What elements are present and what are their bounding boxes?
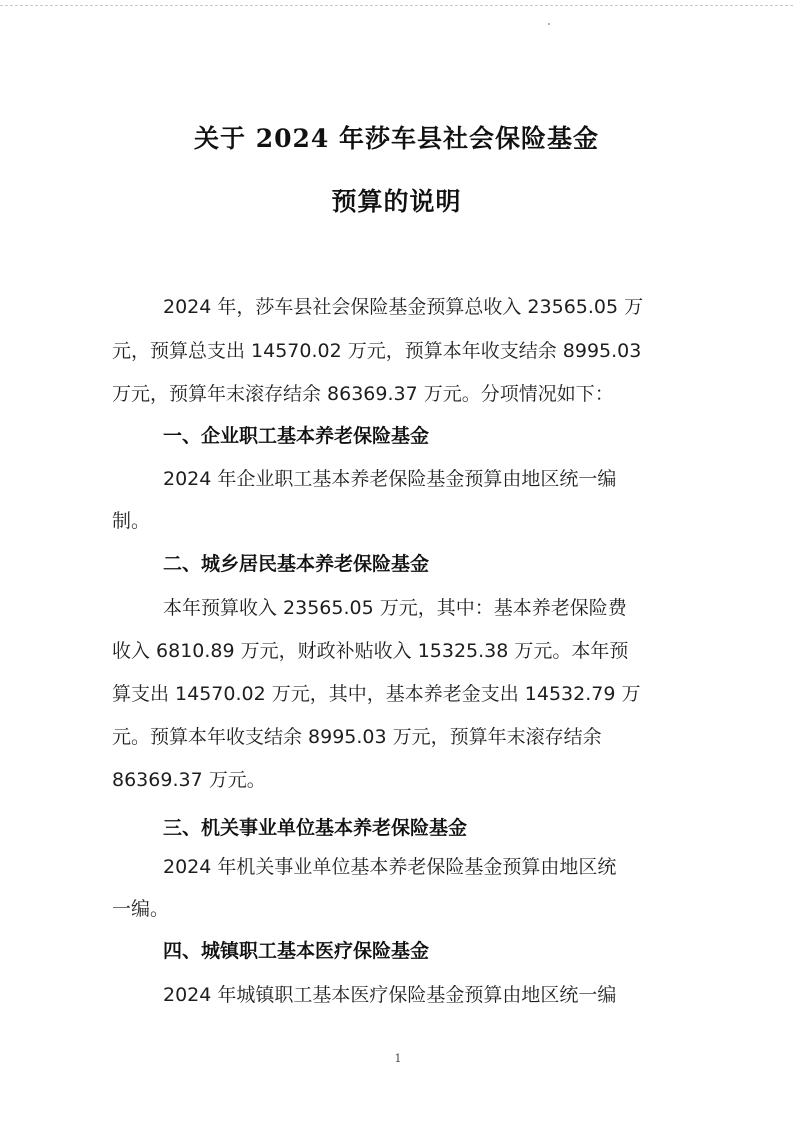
section-heading-1: 一、企业职工基本养老保险基金 bbox=[163, 425, 430, 447]
intro-line-3: 万元，预算年末滚存结余 86369.37 万元。分项情况如下： bbox=[112, 383, 614, 405]
section-heading-4: 四、城镇职工基本医疗保险基金 bbox=[163, 940, 430, 962]
section-3-line-2: 一编。 bbox=[112, 898, 170, 920]
section-3-line-1: 2024 年机关事业单位基本养老保险基金预算由地区统 bbox=[163, 856, 617, 878]
scan-edge-line bbox=[0, 5, 793, 6]
section-1-line-1: 2024 年企业职工基本养老保险基金预算由地区统一编 bbox=[163, 468, 617, 490]
section-2-line-2: 收入 6810.89 万元，财政补贴收入 15325.38 万元。本年预 bbox=[112, 640, 629, 662]
document-title-line-2: 预算的说明 bbox=[331, 187, 462, 216]
section-2-line-3: 算支出 14570.02 万元，其中，基本养老金支出 14532.79 万 bbox=[112, 683, 641, 705]
section-heading-3: 三、机关事业单位基本养老保险基金 bbox=[163, 817, 468, 839]
document-title-line-1: 关于 2024 年莎车县社会保险基金 bbox=[194, 124, 599, 153]
scan-speck bbox=[548, 23, 550, 25]
section-heading-2: 二、城乡居民基本养老保险基金 bbox=[163, 553, 430, 575]
intro-line-1: 2024 年，莎车县社会保险基金预算总收入 23565.05 万 bbox=[163, 296, 644, 318]
section-1-line-2: 制。 bbox=[112, 510, 151, 532]
section-2-line-4: 元。预算本年收支结余 8995.03 万元，预算年末滚存结余 bbox=[112, 726, 602, 748]
section-4-line-1: 2024 年城镇职工基本医疗保险基金预算由地区统一编 bbox=[163, 984, 617, 1006]
section-2-line-1: 本年预算收入 23565.05 万元，其中：基本养老保险费 bbox=[163, 597, 627, 619]
page-number: 1 bbox=[394, 1052, 402, 1065]
intro-line-2: 元，预算总支出 14570.02 万元，预算本年收支结余 8995.03 bbox=[112, 340, 642, 362]
section-2-line-5: 86369.37 万元。 bbox=[112, 769, 266, 791]
